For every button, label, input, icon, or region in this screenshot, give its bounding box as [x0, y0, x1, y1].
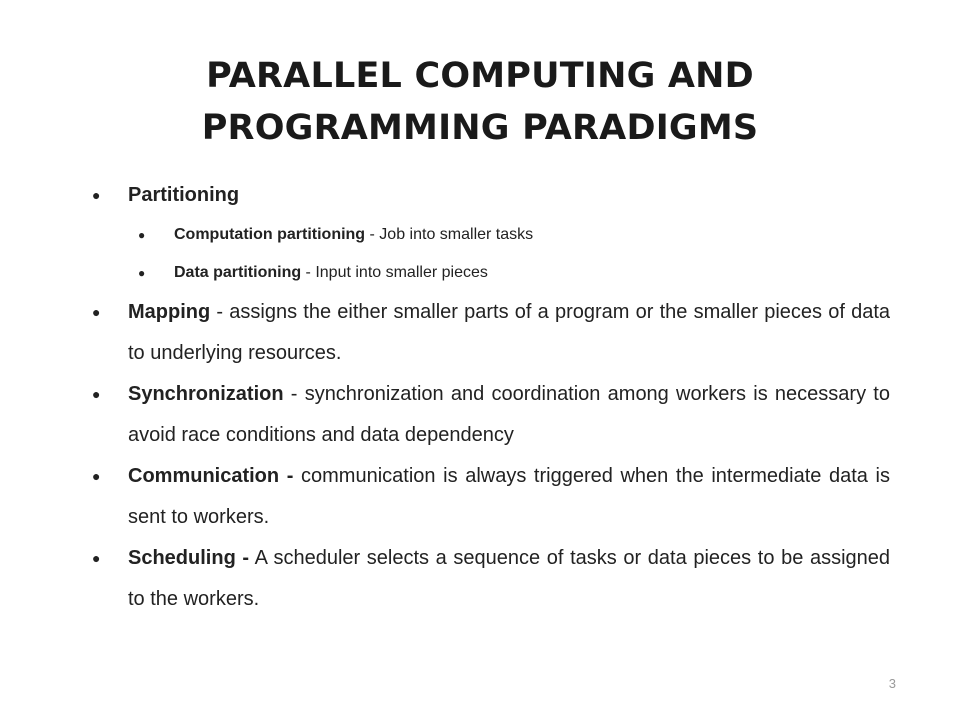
- bullet-icon: ●: [92, 550, 101, 566]
- sub-bullet-separator: -: [301, 264, 316, 281]
- bullet-icon: ●: [92, 468, 101, 484]
- sub-bullet-description: Input into smaller pieces: [315, 264, 488, 281]
- sub-bullet-term: Data partitioning: [174, 264, 302, 281]
- sub-bullet-item-data-partitioning: [90, 254, 890, 292]
- bullet-icon: ●: [138, 228, 146, 242]
- bullet-item-mapping: [90, 292, 890, 374]
- sub-bullet-separator: -: [365, 226, 380, 243]
- bullet-item-partitioning: [90, 175, 890, 216]
- sub-bullet-description: Job into smaller tasks: [379, 226, 534, 243]
- bullet-separator: [293, 465, 301, 487]
- bullet-icon: ●: [92, 187, 101, 203]
- bullet-item-communication: [90, 456, 890, 538]
- bullet-term: Synchronization: [128, 383, 284, 405]
- slide-title-line-2: PROGRAMMING PARADIGMS: [201, 108, 759, 148]
- bullet-term: Communication -: [128, 465, 294, 487]
- bullet-icon: ●: [138, 266, 146, 280]
- bullet-term: Partitioning: [128, 184, 240, 206]
- bullet-separator: -: [210, 301, 230, 323]
- bullet-description: synchronization and coordination among workers is necessary to avoid race conditions and data dependency: [128, 383, 890, 446]
- slide-title-line-1: PARALLEL COMPUTING AND: [206, 56, 754, 96]
- bullet-description: assigns the either smaller parts of a program or the smaller pieces of data to underlying resources.: [128, 301, 891, 364]
- bullet-description: A scheduler selects a sequence of tasks or data pieces to be assigned to the workers.: [128, 547, 891, 610]
- page-number: 3: [888, 676, 896, 691]
- bullet-icon: ●: [92, 304, 101, 320]
- sub-bullet-item-computation-partitioning: [90, 216, 890, 254]
- bullet-list: [90, 175, 890, 620]
- bullet-item-scheduling: [90, 538, 890, 620]
- bullet-item-synchronization: [90, 374, 890, 456]
- bullet-separator: -: [283, 383, 305, 405]
- bullet-term: Scheduling -: [128, 547, 250, 569]
- bullet-description: communication is always triggered when the intermediate data is sent to workers.: [128, 465, 890, 528]
- bullet-term: Mapping: [128, 301, 211, 323]
- sub-bullet-term: Computation partitioning: [174, 226, 366, 243]
- bullet-icon: ●: [92, 386, 101, 402]
- slide-title: [80, 50, 880, 154]
